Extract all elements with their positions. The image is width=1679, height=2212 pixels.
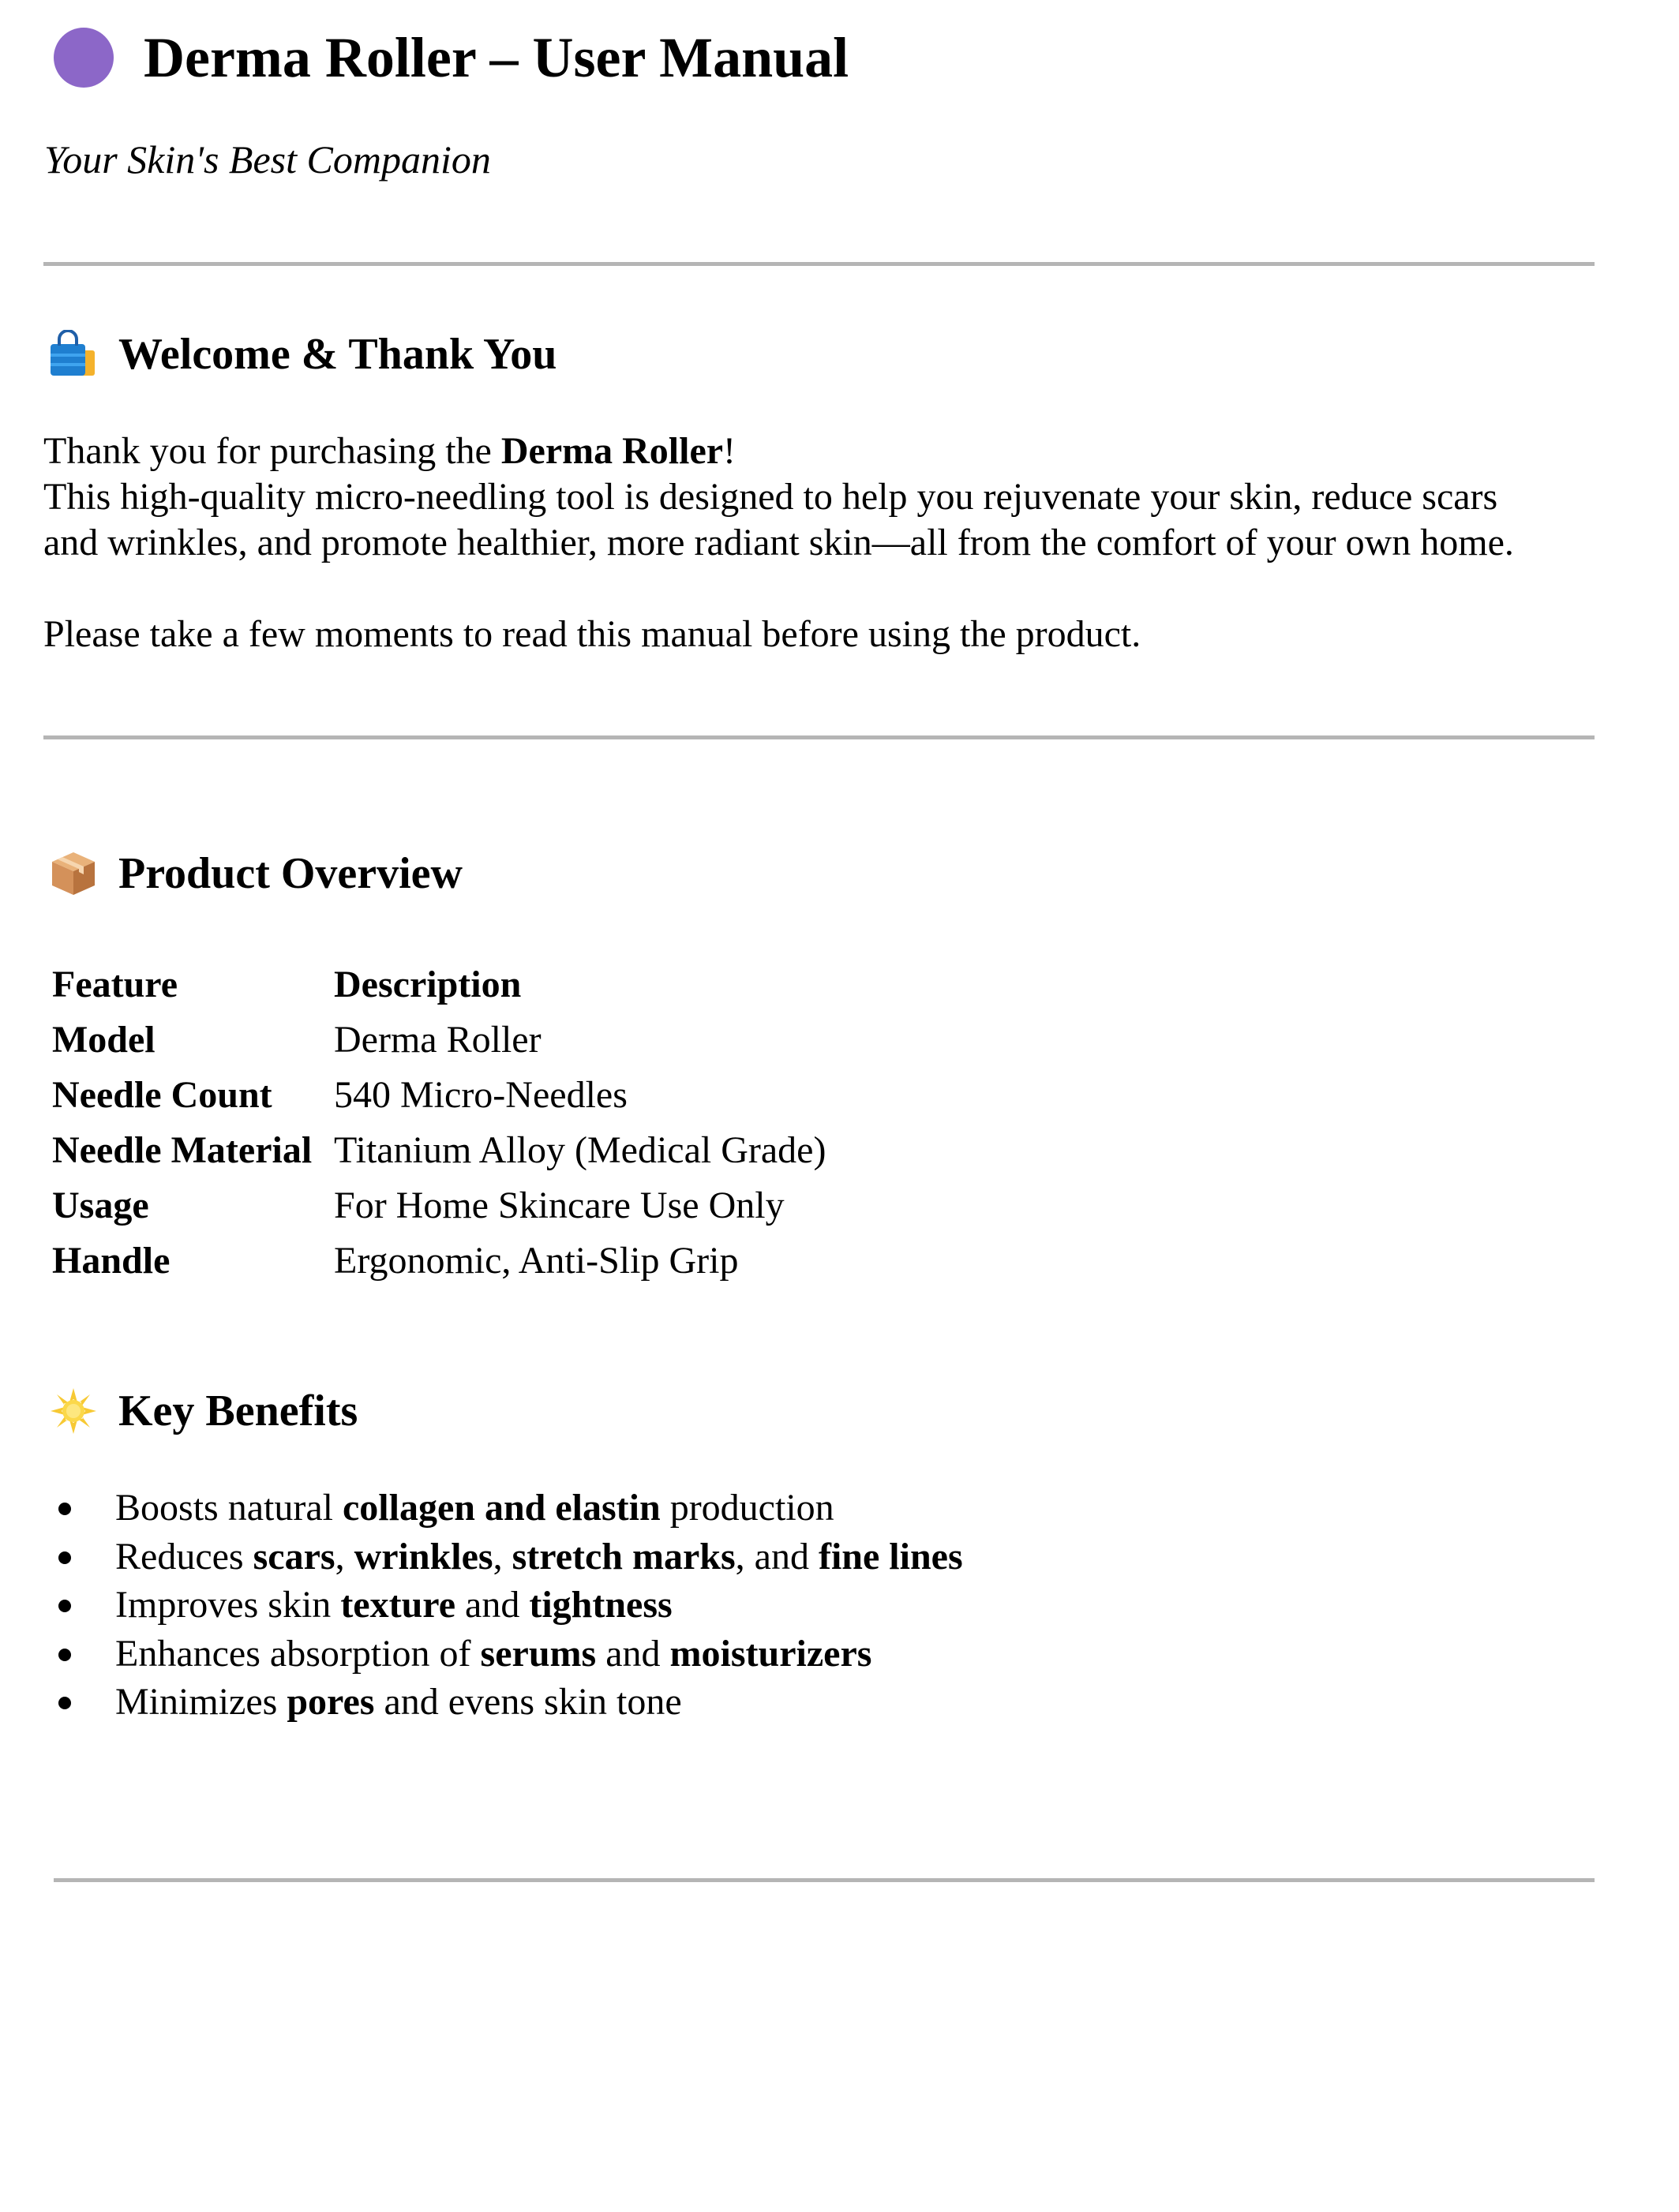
table-header-row	[52, 956, 826, 1012]
page-title: Derma Roller – User Manual	[144, 26, 849, 89]
benefit-bold-text: pores	[287, 1681, 375, 1723]
package-icon	[49, 849, 98, 898]
benefits-heading: Key Benefits	[118, 1387, 358, 1435]
divider-1	[43, 262, 1595, 266]
list-item	[44, 1630, 963, 1679]
benefit-bold-text: scars	[253, 1535, 335, 1578]
feature-cell: Handle	[52, 1239, 171, 1282]
table-row	[52, 1012, 826, 1067]
benefit-text: and evens skin tone	[374, 1681, 682, 1723]
benefit-bold-text: collagen and elastin	[342, 1487, 661, 1529]
benefit-text: Boosts natural	[115, 1487, 343, 1529]
divider-3	[54, 1878, 1595, 1882]
list-item	[44, 1533, 963, 1581]
benefit-text: Improves skin	[115, 1584, 341, 1626]
table-row	[52, 1067, 826, 1122]
feature-cell: Needle Material	[52, 1128, 313, 1171]
feature-cell: Model	[52, 1018, 156, 1061]
feature-cell: Needle Count	[52, 1073, 272, 1116]
benefit-bold-text: texture	[340, 1584, 456, 1626]
benefit-text: , and	[735, 1535, 819, 1578]
welcome-heading-row	[49, 330, 557, 379]
description-cell: 540 Micro-Needles	[334, 1073, 628, 1116]
welcome-line-1: Thank you for purchasing the Derma Roller!	[43, 430, 736, 472]
feature-cell: Usage	[52, 1184, 149, 1226]
purple-circle-icon	[54, 28, 114, 88]
bullet-icon	[58, 1697, 71, 1709]
table-row	[52, 1122, 826, 1177]
welcome-line-4: Please take a few moments to read this manual before using the product.	[43, 613, 1141, 655]
welcome-heading: Welcome & Thank You	[118, 330, 557, 379]
welcome-line-2: This high-quality micro-needling tool is designed to help you rejuvenate your skin, reduce scars	[43, 476, 1498, 518]
bullet-icon	[58, 1503, 71, 1515]
description-cell: Ergonomic, Anti-Slip Grip	[334, 1239, 739, 1282]
overview-heading-row	[49, 849, 463, 898]
benefit-text: ,	[493, 1535, 512, 1578]
description-cell: For Home Skincare Use Only	[334, 1184, 785, 1226]
bullet-icon	[58, 1649, 71, 1661]
description-cell: Titanium Alloy (Medical Grade)	[334, 1128, 826, 1171]
benefits-list	[44, 1484, 963, 1727]
column-header-feature: Feature	[52, 963, 178, 1005]
product-name: Derma Roller	[500, 430, 724, 472]
list-item	[44, 1581, 963, 1630]
welcome-paragraph	[43, 429, 1514, 566]
bullet-icon	[58, 1551, 71, 1564]
benefit-bold-text: tightness	[529, 1584, 673, 1626]
description-cell: Derma Roller	[334, 1018, 542, 1061]
list-item	[44, 1678, 963, 1727]
benefit-bold-text: serums	[480, 1632, 597, 1675]
sparkle-sun-icon	[49, 1387, 98, 1435]
benefit-text: ,	[335, 1535, 354, 1578]
title-row	[54, 22, 849, 93]
welcome-line-3: and wrinkles, and promote healthier, more radiant skin—all from the comfort of your own home.	[43, 522, 1514, 563]
shopping-bags-icon	[49, 330, 98, 379]
divider-2	[43, 735, 1595, 739]
benefit-text: and	[596, 1632, 670, 1675]
benefit-text: Reduces	[115, 1535, 253, 1578]
benefit-bold-text: moisturizers	[669, 1632, 872, 1675]
list-item	[44, 1484, 963, 1533]
benefit-bold-text: fine lines	[818, 1535, 963, 1578]
page-subtitle: Your Skin's Best Companion	[44, 137, 491, 182]
benefit-text: Minimizes	[115, 1681, 287, 1723]
benefit-text: production	[660, 1487, 834, 1529]
benefit-bold-text: stretch marks	[512, 1535, 736, 1578]
column-header-description: Description	[334, 963, 522, 1005]
table-row	[52, 1177, 826, 1233]
product-overview-table	[52, 956, 826, 1288]
overview-heading: Product Overview	[118, 849, 463, 898]
bullet-icon	[58, 1600, 71, 1612]
benefits-heading-row	[49, 1387, 358, 1435]
benefit-bold-text: wrinkles	[354, 1535, 493, 1578]
table-row	[52, 1233, 826, 1288]
benefit-text: Enhances absorption of	[115, 1632, 481, 1675]
benefit-text: and	[455, 1584, 530, 1626]
